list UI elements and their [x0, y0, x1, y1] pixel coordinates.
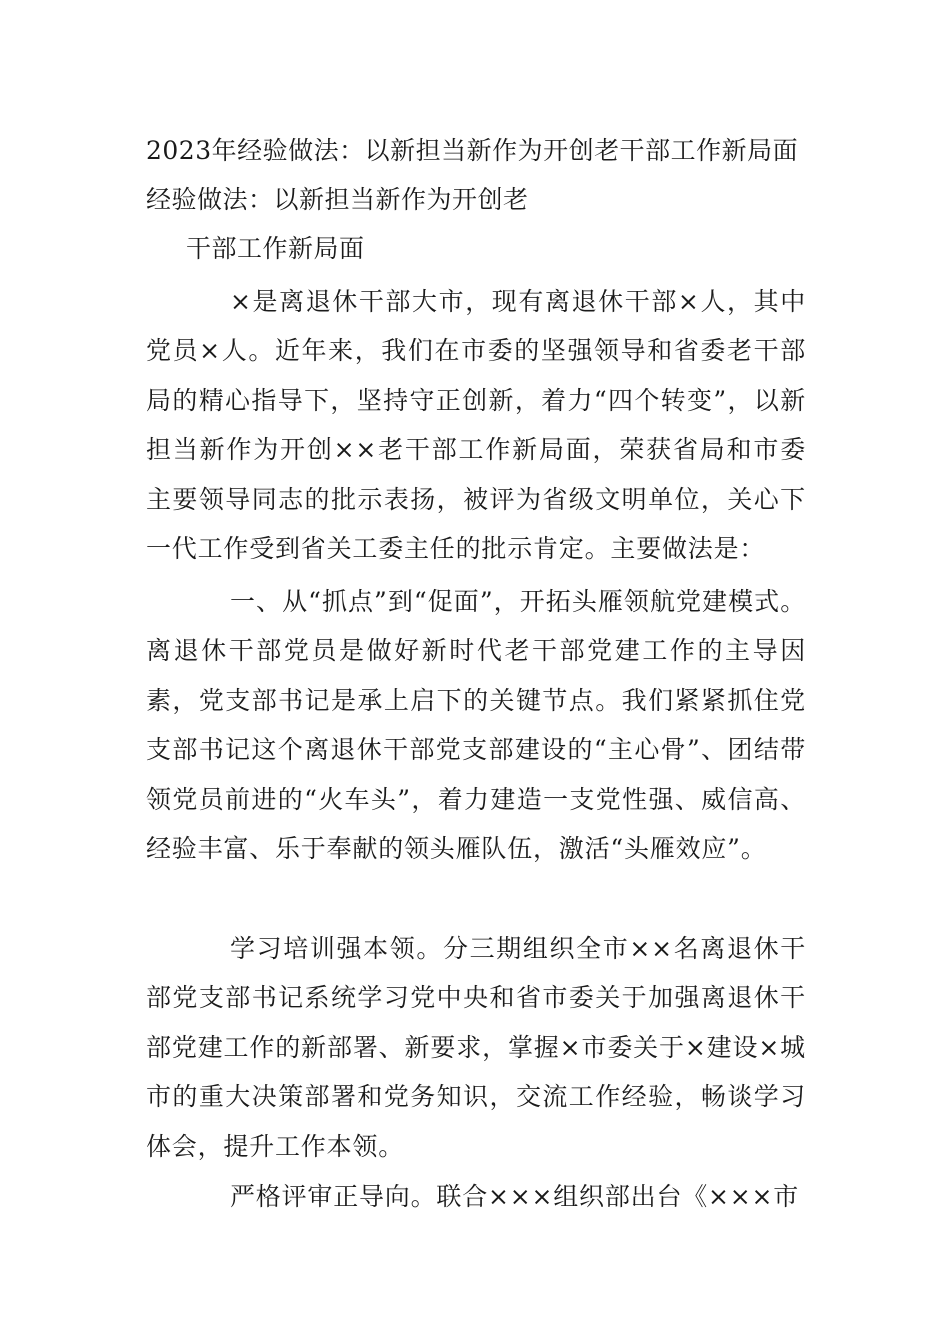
document-title-line-2: 经验做法：以新担当新作为开创老: [146, 185, 529, 214]
paragraph-review: 严格评审正导向。联合×××组织部出台《×××市: [230, 1182, 800, 1211]
document-title-line-1: 2023年经验做法：以新担当新作为开创老干部工作新局面: [146, 136, 799, 165]
paragraph-section-one: 一、从“抓点”到“促面”，开拓头雁领航党建模式。离退休干部党员是做好新时代老干部党建工作的主导因素，党支部书记是承上启下的关键节点。我们紧紧抓住党支部书记这个离退休干部党支部建设的“主心骨”、团结带领党员前进的“火车头”，着力建造一支党性强、威信高、经验丰富、乐于奉献的领头雁队伍，激活“头雁效应”。: [146, 587, 806, 864]
paragraph-training: 学习培训强本领。分三期组织全市××名离退休干部党支部书记系统学习党中央和省市委关于加强离退休干部党建工作的新部署、新要求，掌握×市委关于×建设×城市的重大决策部署和党务知识，交流工作经验，畅谈学习体会，提升工作本领。: [146, 934, 806, 1161]
document-title-line-3: 干部工作新局面: [186, 234, 365, 263]
paragraph-intro: ×是离退休干部大市，现有离退休干部×人，其中党员×人。近年来，我们在市委的坚强领导和省委老干部局的精心指导下，坚持守正创新，着力“四个转变”，以新担当新作为开创××老干部工作新局面，荣获省局和市委主要领导同志的批示表扬，被评为省级文明单位，关心下一代工作受到省关工委主任的批示肯定。主要做法是：: [146, 287, 806, 564]
